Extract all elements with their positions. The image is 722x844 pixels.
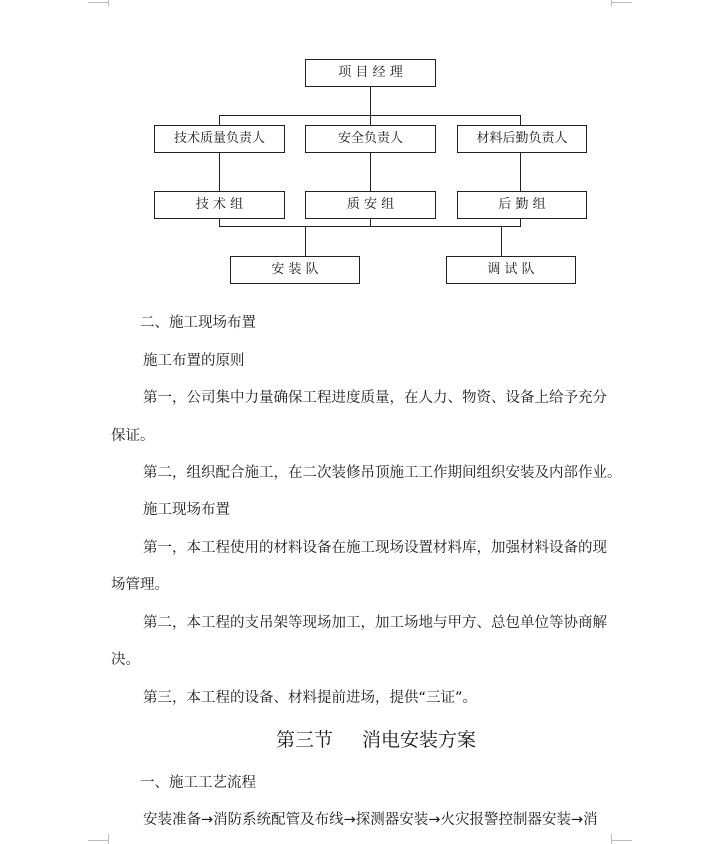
box-project-manager: 项 目 经 理 — [305, 59, 436, 87]
connector-group-3-down — [520, 218, 521, 226]
process-flow-line: 安装准备→消防系统配管及布线→探测器安装→火灾报警控制器安装→消 — [143, 812, 598, 828]
paragraph-5: 第三，本工程的设备、材料提前进场，提供“三证”。 — [143, 690, 478, 706]
chapter-title: 消电安装方案 — [362, 729, 477, 751]
connector-group-2 — [370, 153, 371, 191]
box-material-logistics-lead: 材料后勤负责人 — [457, 125, 587, 153]
connector-lead-1 — [219, 115, 220, 125]
connector-group-1-down — [219, 218, 220, 226]
paragraph-2: 第二，组织配合施工，在二次装修吊顶施工工作期间组织安装及内部作业。 — [143, 465, 622, 481]
connector-lead-2 — [370, 115, 371, 125]
section-heading-process-flow: 一、施工工艺流程 — [140, 775, 256, 791]
crop-mark-bottom-left — [88, 832, 112, 844]
chapter-number: 第三节 — [276, 729, 334, 751]
paragraph-4-line-2: 决。 — [111, 652, 140, 668]
subheading-layout-principles: 施工布置的原则 — [143, 353, 245, 369]
connector-group-2-down — [370, 218, 371, 226]
connector-group-1 — [219, 153, 220, 191]
connector-team-2 — [501, 226, 502, 257]
box-safety-lead: 安全负责人 — [305, 125, 436, 153]
connector-group-3 — [520, 153, 521, 191]
paragraph-3-line-2: 场管理。 — [111, 577, 169, 593]
connector-lead-3 — [520, 115, 521, 125]
box-tech-group: 技 术 组 — [154, 191, 285, 219]
box-logistics-group: 后 勤 组 — [457, 191, 587, 219]
box-tech-quality-lead: 技术质量负责人 — [154, 125, 285, 153]
paragraph-1-line-1: 第一，公司集中力量确保工程进度质量，在人力、物资、设备上给予充分 — [143, 390, 607, 406]
box-quality-safety-group: 质 安 组 — [305, 191, 436, 219]
box-commissioning-team: 调 试 队 — [446, 256, 576, 284]
crop-mark-bottom-right — [608, 832, 632, 844]
paragraph-1-line-2: 保证。 — [111, 428, 155, 444]
box-installation-team: 安 装 队 — [230, 256, 360, 284]
paragraph-3-line-1: 第一，本工程使用的材料设备在施工现场设置材料库，加强材料设备的现 — [143, 540, 607, 556]
paragraph-4-line-1: 第二，本工程的支吊架等现场加工，加工场地与甲方、总包单位等协商解 — [143, 615, 607, 631]
connector-top-down — [370, 87, 371, 115]
connector-team-1 — [305, 226, 306, 257]
section-heading-site-layout: 二、施工现场布置 — [140, 315, 256, 331]
connector-bottom-bar — [219, 226, 521, 227]
subheading-site-layout: 施工现场布置 — [143, 502, 230, 518]
org-chart — [0, 0, 722, 300]
